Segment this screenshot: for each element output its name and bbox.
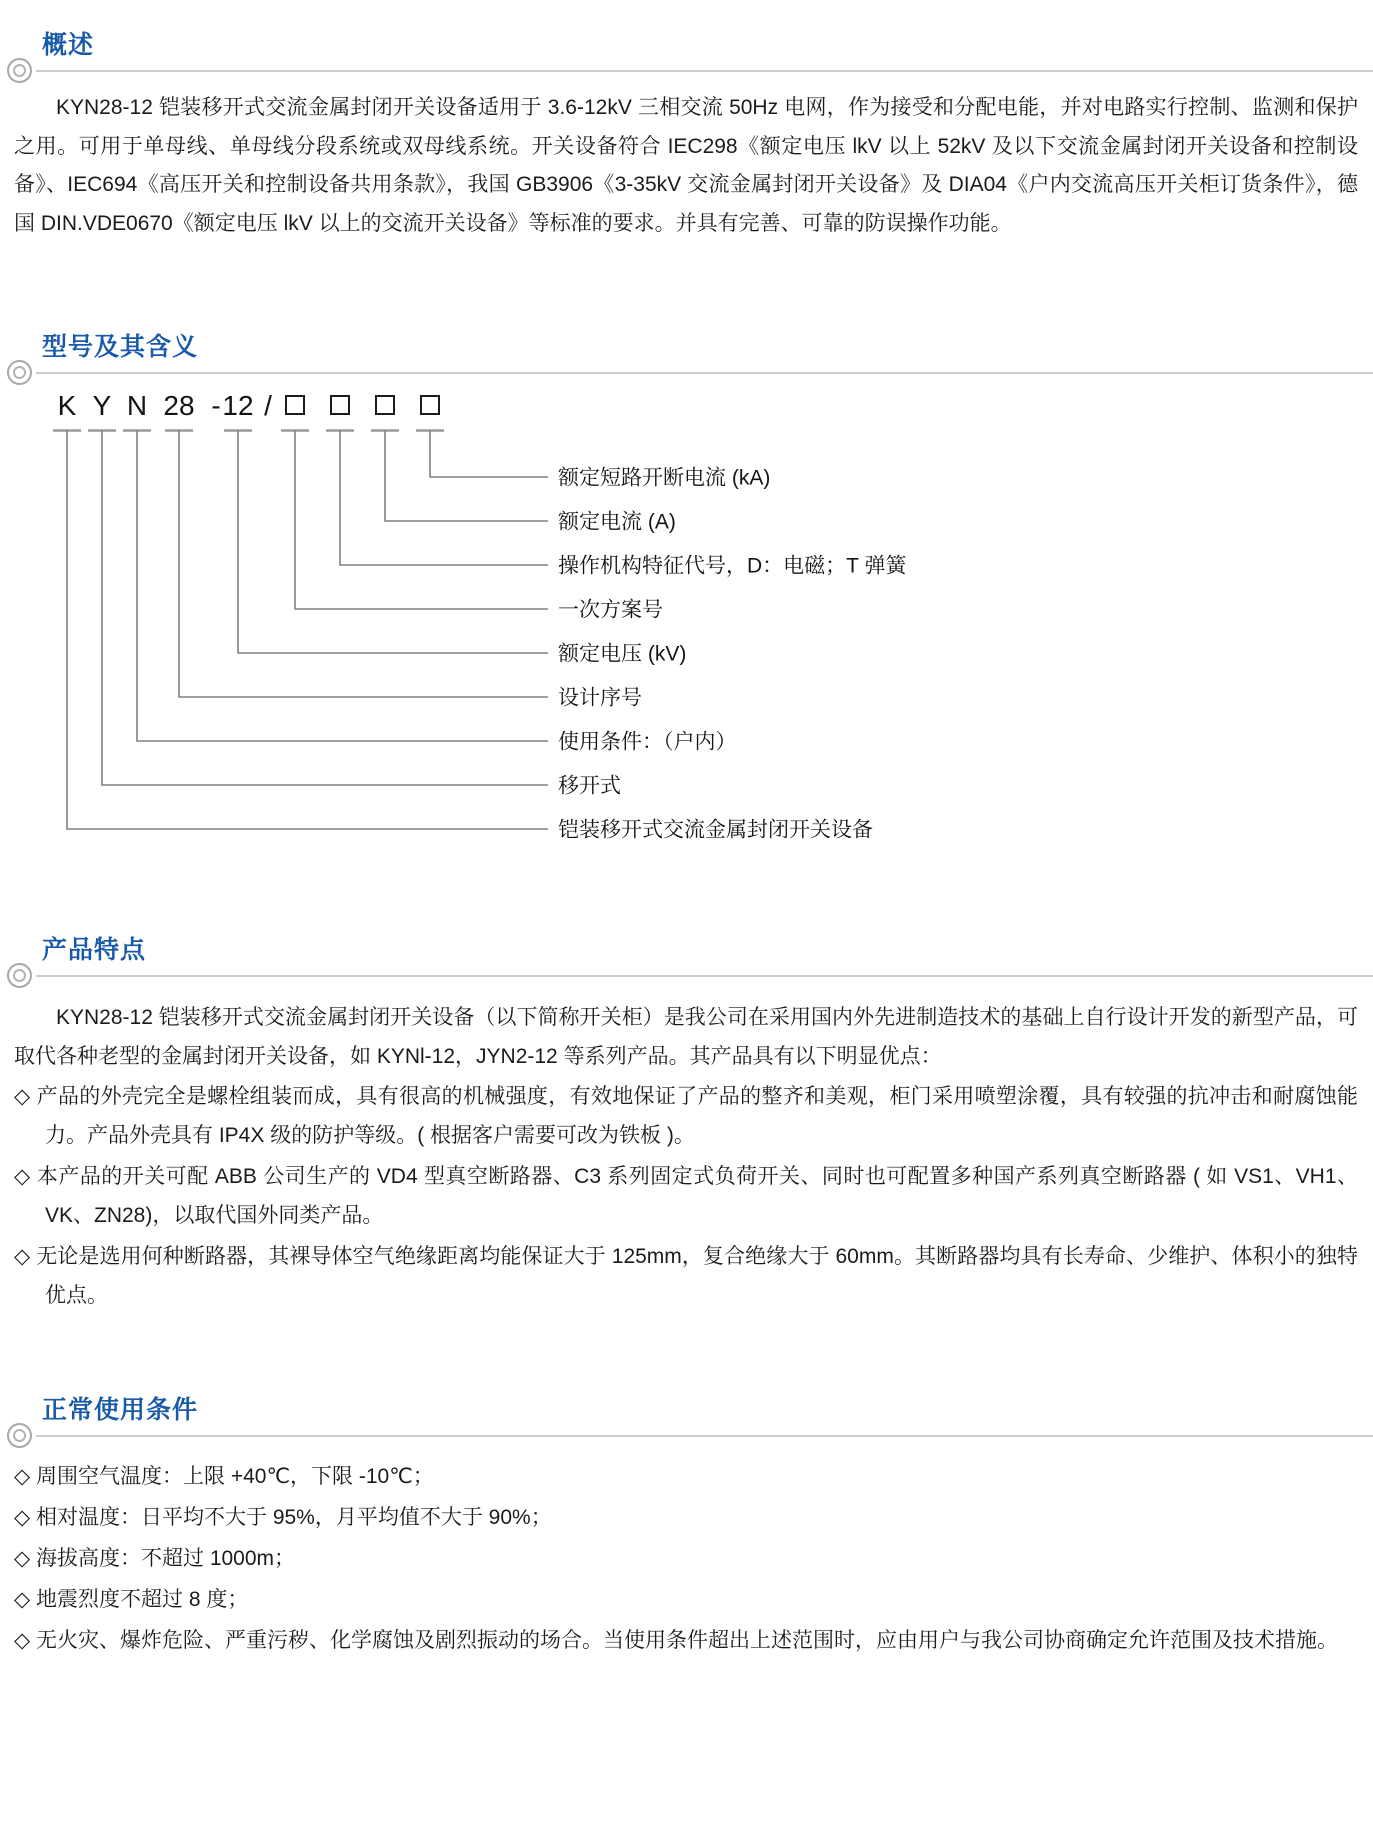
diagram-label: 额定短路开断电流 (kA) [558,466,771,490]
ring-icon [7,360,32,385]
overview-paragraph: KYN28-12 铠装移开式交流金属封闭开关设备适用于 3.6-12kV 三相交流 50Hz 电网，作为接受和分配电能，并对电路实行控制、监测和保护之用。可用于单母线、单母线分段系统或双母线系统。开关设备符合 IEC298《额定电压 lkV 以上 52kV 及以下交流金属封闭开关设备和控制设备》、IEC694《高压开关和控制设备共用条款》，我国 GB3906《3-35kV 交流金属封闭开关设备》及 DIA04《户内交流高压开关柜订货条件》，德国 DIN.VDE0670《额定电压 lkV 以上的交流开关设备》等标准的要求。并具有完善、可靠的防误操作功能。 [14,96,1358,235]
code-char: Y [92,390,112,421]
ring-inner-icon [13,64,26,77]
diagram-label: 移开式 [558,774,621,798]
section-title-features: 产品特点 [42,936,147,964]
diagram-label: 操作机构特征代号，D：电磁；T 弹簧 [558,554,907,578]
condition-bullet: ◇ 周围空气温度：上限 +40℃，下限 -10℃； [14,1465,434,1488]
section-title-conditions: 正常使用条件 [42,1396,199,1424]
connector-line [340,431,548,566]
feature-bullet-list [14,1077,1358,1315]
features-body [14,999,1358,1317]
diamond-bullet-icon: ◇ [14,1588,36,1611]
diagram-label: 额定电流 (A) [558,510,676,534]
diamond-bullet-icon: ◇ [14,1465,36,1488]
section-header-overview [0,30,1373,88]
connector-line [179,431,548,698]
overview-body [14,89,1358,243]
model-box [421,396,439,414]
section-title-overview: 概述 [42,31,95,59]
section-rule [0,58,1373,88]
ring-inner-icon [13,969,26,982]
code-char: 28 [163,390,195,421]
diagram-label: 使用条件：（户内） [558,730,737,754]
condition-bullet: ◇ 海拔高度：不超过 1000m； [14,1547,296,1570]
feature-bullet: ◇ 本产品的开关可配 ABB 公司生产的 VD4 型真空断路器、C3 系列固定式负荷开关、同时也可配置多种国产系列真空断路器 ( 如 VS1、VH1、VK、ZN28)，以取代国外同类产品。 [14,1165,1358,1227]
connector-line [238,431,548,654]
diamond-bullet-icon: ◇ [14,1245,37,1268]
diagram-label: 一次方案号 [558,598,663,622]
connector-line [102,431,548,786]
diamond-bullet-icon: ◇ [14,1506,36,1529]
model-box [286,396,304,414]
model-designation-diagram [0,385,1373,855]
condition-bullet: ◇ 地震烈度不超过 8 度； [14,1588,249,1611]
condition-bullet-list [14,1457,1358,1660]
diamond-bullet-icon: ◇ [14,1085,37,1108]
section-title-model: 型号及其含义 [42,333,199,361]
ring-icon [7,58,32,83]
conditions-body [14,1456,1358,1662]
section-header-model [0,332,1373,390]
divider-line [36,372,1373,374]
code-char: K [57,390,77,421]
code-char: / [264,390,272,421]
section-rule [0,963,1373,993]
section-header-conditions [0,1395,1373,1453]
divider-line [36,70,1373,72]
diamond-bullet-icon: ◇ [14,1629,36,1652]
ring-icon [7,1423,32,1448]
condition-bullet: ◇ 相对温度：日平均不大于 95%，月平均值不大于 90%； [14,1506,552,1529]
feature-bullet: ◇ 产品的外壳完全是螺栓组装而成，具有很高的机械强度，有效地保证了产品的整齐和美观，柜门采用喷塑涂覆，具有较强的抗冲击和耐腐蚀能力。产品外壳具有 IP4X 级的防护等级。( 根据客户需要可改为铁板 )。 [14,1085,1358,1147]
code-char: N [126,390,148,421]
section-header-features [0,935,1373,993]
section-rule [0,1423,1373,1453]
features-intro: KYN28-12 铠装移开式交流金属封闭开关设备（以下简称开关柜）是我公司在采用国内外先进制造技术的基础上自行设计开发的新型产品，可取代各种老型的金属封闭开关设备，如 KYNl-12，JYN2-12 等系列产品。其产品具有以下明显优点： [14,1006,1358,1068]
code-char: - [211,390,221,421]
code-char: 12 [222,390,254,421]
connector-line [385,431,548,522]
ring-inner-icon [13,366,26,379]
diagram-label: 额定电压 (kV) [558,642,687,666]
feature-bullet: ◇ 无论是选用何种断路器，其裸导体空气绝缘距离均能保证大于 125mm，复合绝缘大于 60mm。其断路器均具有长寿命、少维护、体积小的独特优点。 [14,1245,1358,1307]
connector-line [67,431,548,830]
connector-line [295,431,548,610]
ring-icon [7,963,32,988]
connector-line [430,431,548,478]
model-box [376,396,394,414]
diagram-label: 铠装移开式交流金属封闭开关设备 [558,818,873,842]
model-box [331,396,349,414]
divider-line [36,975,1373,977]
diagram-label: 设计序号 [558,686,642,710]
ring-inner-icon [13,1429,26,1442]
diamond-bullet-icon: ◇ [14,1165,37,1188]
divider-line [36,1435,1373,1437]
condition-bullet: ◇ 无火灾、爆炸危险、严重污秽、化学腐蚀及剧烈振动的场合。当使用条件超出上述范围时，应由用户与我公司协商确定允许范围及技术措施。 [14,1629,1338,1652]
diamond-bullet-icon: ◇ [14,1547,36,1570]
